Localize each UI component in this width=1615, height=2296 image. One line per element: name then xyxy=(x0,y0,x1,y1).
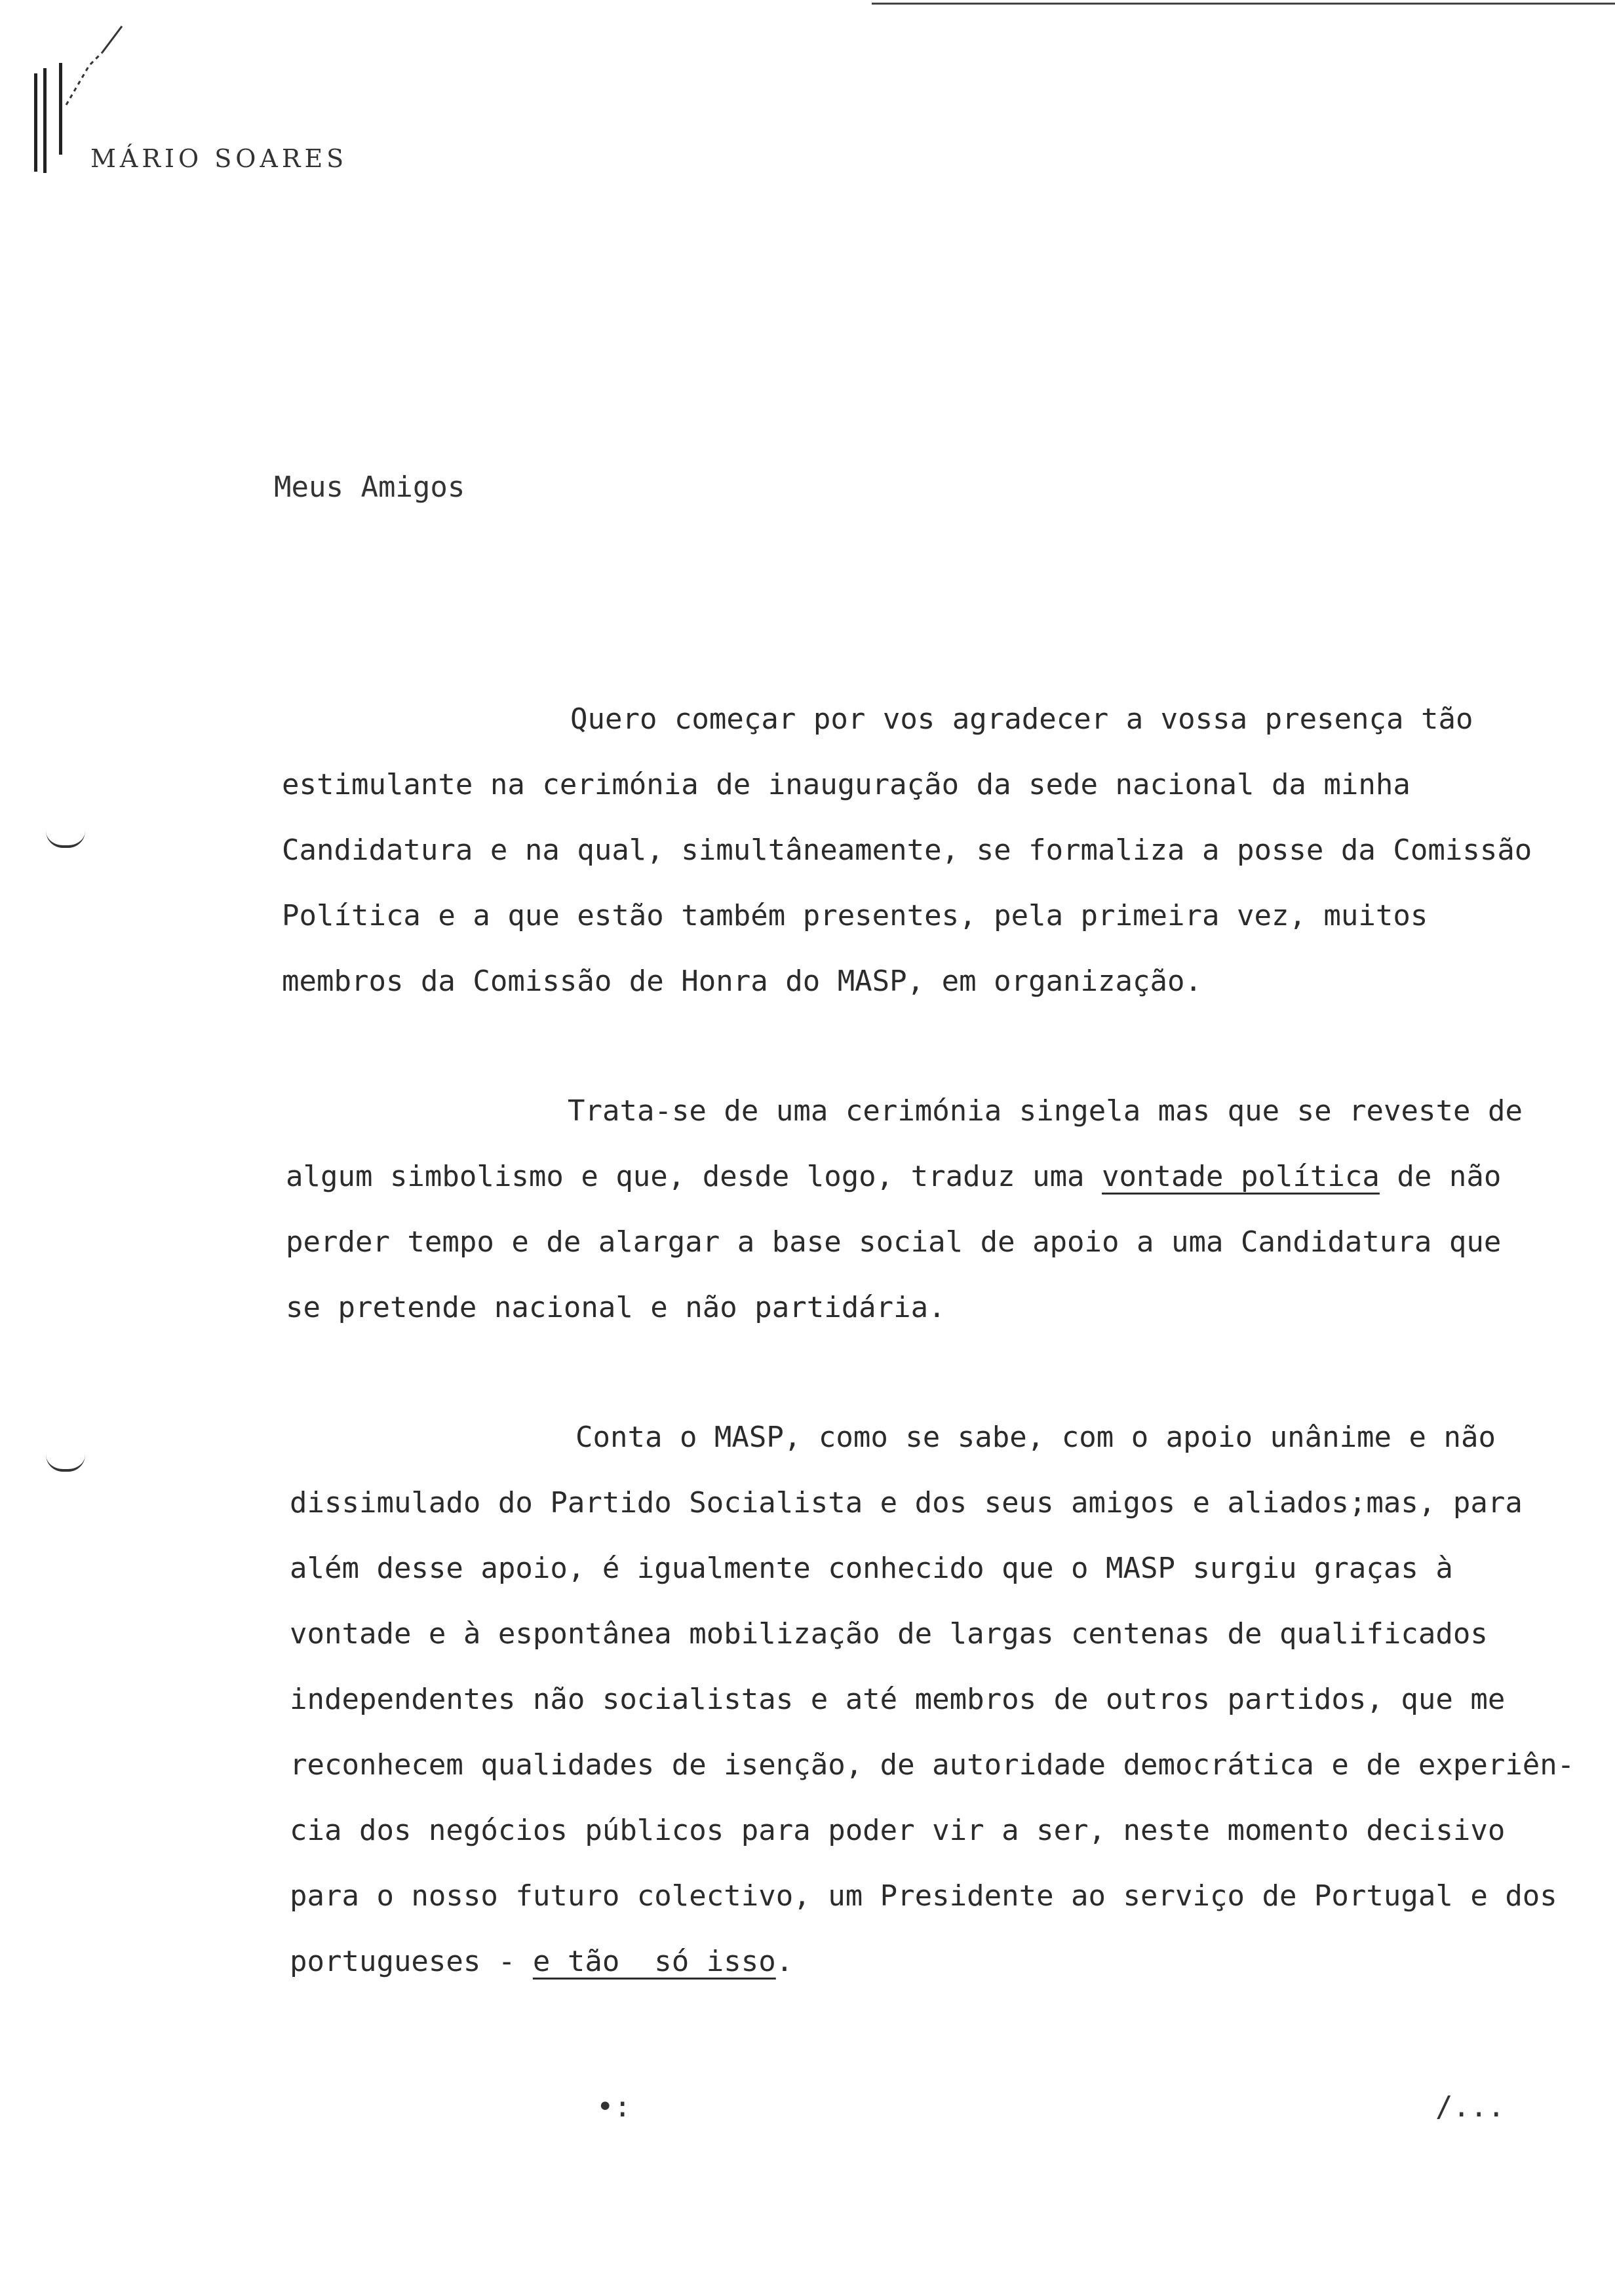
continuation-mark: /... xyxy=(1435,2090,1505,2124)
underlined-text: vontade política xyxy=(1102,1160,1380,1193)
text-run: Conta o MASP, como se sabe, com o apoio unânime e não xyxy=(575,1421,1496,1454)
text-line xyxy=(286,1079,1523,1144)
margin-mark xyxy=(59,63,62,155)
text-line xyxy=(290,1864,1574,1929)
text-run: cia dos negócios públicos para poder vir a ser, neste momento decisivo xyxy=(290,1814,1506,1847)
text-run: Trata-se de uma cerimónia singela mas que se reveste de xyxy=(568,1094,1523,1128)
text-run: para o nosso futuro colectivo, um Presidente ao serviço de Portugal e dos xyxy=(290,1879,1557,1913)
pen-scribble xyxy=(63,13,135,111)
text-line xyxy=(290,1601,1574,1667)
text-line xyxy=(282,949,1532,1014)
text-run: Quero começar por vos agradecer a vossa presença tão xyxy=(570,702,1473,736)
text-line xyxy=(286,1144,1523,1210)
text-run: independentes não socialistas e até membros de outros partidos, que me xyxy=(290,1683,1506,1716)
underlined-text: e tão só isso xyxy=(532,1945,776,1978)
margin-mark xyxy=(43,68,47,173)
text-run: dissimulado do Partido Socialista e dos seus amigos e aliados;mas, para xyxy=(290,1486,1523,1520)
text-line xyxy=(290,1470,1574,1536)
text-run: Política e a que estão também presentes, pela primeira vez, muitos xyxy=(282,899,1428,932)
top-edge-rule xyxy=(872,3,1615,5)
text-line xyxy=(290,1667,1574,1732)
text-run: vontade e à espontânea mobilização de largas centenas de qualificados xyxy=(290,1617,1488,1651)
margin-tick xyxy=(46,831,85,848)
text-run: de não xyxy=(1379,1160,1502,1193)
text-line xyxy=(282,752,1532,818)
margin-mark xyxy=(34,73,37,172)
text-run: reconhecem qualidades de isenção, de autoridade democrática e de experiên- xyxy=(290,1748,1575,1782)
text-line xyxy=(290,1929,1574,1995)
paragraph-3 xyxy=(290,1405,1574,1995)
text-run: estimulante na cerimónia de inauguração da sede nacional da minha xyxy=(282,768,1411,801)
text-line xyxy=(286,1275,1523,1341)
ink-dots: •: xyxy=(596,2090,631,2124)
text-run: algum simbolismo e que, desde logo, traduz uma xyxy=(286,1160,1102,1193)
letterhead: MÁRIO SOARES xyxy=(90,144,348,173)
text-run: portugueses - xyxy=(290,1945,533,1978)
text-run: Candidatura e na qual, simultâneamente, se formaliza a posse da Comissão xyxy=(282,833,1532,867)
text-line xyxy=(290,1405,1574,1470)
text-line xyxy=(290,1732,1574,1798)
text-line xyxy=(290,1798,1574,1864)
text-line xyxy=(282,883,1532,949)
text-line xyxy=(290,1536,1574,1601)
text-run: além desse apoio, é igualmente conhecido que o MASP surgiu graças à xyxy=(290,1552,1453,1585)
text-line xyxy=(282,687,1532,752)
text-line xyxy=(286,1210,1523,1275)
text-run: se pretende nacional e não partidária. xyxy=(286,1291,946,1324)
salutation: Meus Amigos xyxy=(274,470,465,504)
text-line xyxy=(282,818,1532,883)
text-run: membros da Comissão de Honra do MASP, em organização. xyxy=(282,965,1202,998)
text-run: . xyxy=(775,1945,794,1978)
text-run: perder tempo e de alargar a base social de apoio a uma Candidatura que xyxy=(286,1225,1502,1259)
paragraph-1 xyxy=(282,687,1532,1014)
margin-tick xyxy=(46,1455,85,1472)
paragraph-2 xyxy=(286,1079,1523,1341)
